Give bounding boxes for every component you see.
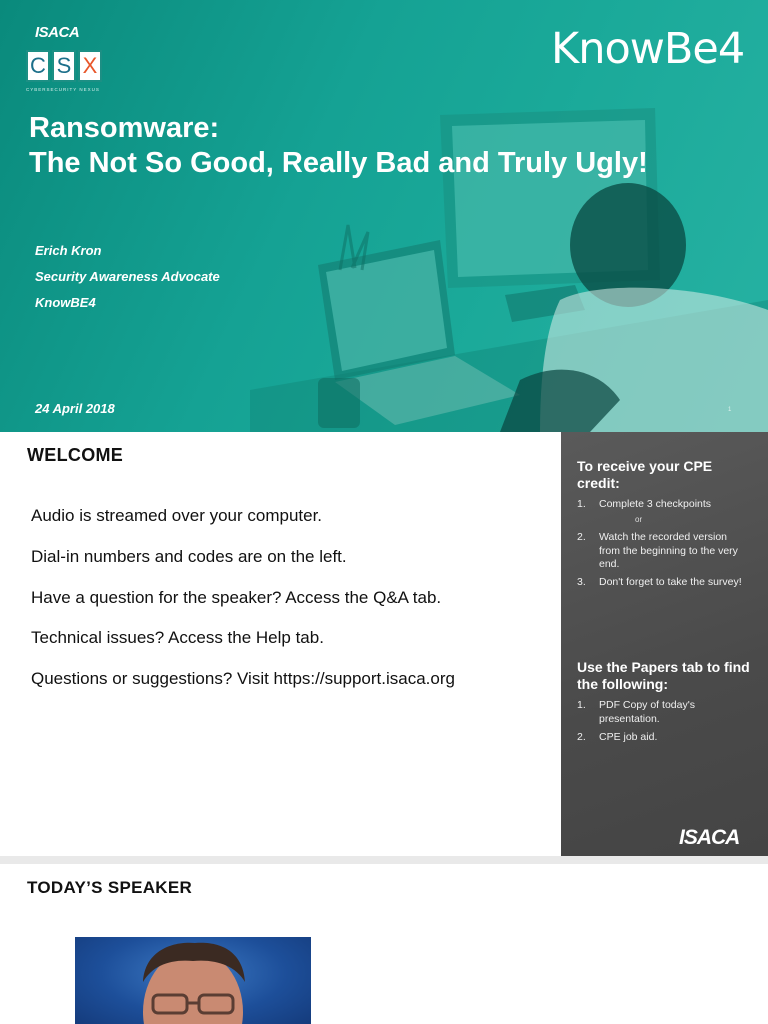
csx-letter-x: X: [78, 50, 102, 82]
cpe-info-panel: [561, 432, 768, 856]
papers-list-item: [577, 699, 747, 726]
or-separator: or: [635, 515, 643, 524]
csx-letter-s: S: [52, 50, 76, 82]
isaca-logo: ISACA: [679, 826, 740, 849]
title-slide: [0, 0, 768, 432]
title-line-1: Ransomware:: [29, 112, 220, 144]
csx-letter-c: C: [26, 50, 50, 82]
welcome-bullet: Questions or suggestions? Visit https://support.isaca.org: [31, 669, 455, 688]
isaca-logo: ISACA: [35, 24, 80, 41]
speaker-photo: [75, 937, 311, 1024]
papers-heading: Use the Papers tab to find the following:: [577, 659, 750, 692]
presenter-company: KnowBE4: [35, 295, 96, 310]
welcome-bullet: Have a question for the speaker? Access the Q&A tab.: [31, 588, 442, 607]
csx-logo: [26, 50, 104, 82]
list-number: 1.: [577, 699, 586, 711]
cpe-list-item: [577, 531, 747, 572]
list-number: 2.: [577, 731, 586, 743]
welcome-bullet: Audio is streamed over your computer.: [31, 506, 323, 525]
list-text: CPE job aid.: [599, 731, 658, 743]
page-number: 1: [728, 407, 732, 413]
speaker-slide: [0, 864, 768, 1024]
papers-list-item: [577, 731, 747, 745]
welcome-heading: WELCOME: [27, 445, 124, 465]
knowbe4-logo: KnowBe4: [551, 24, 745, 74]
list-text: Complete 3 checkpoints: [599, 498, 712, 510]
cpe-heading: To receive your CPE credit:: [577, 458, 713, 491]
speaker-portrait-illustration: [75, 937, 311, 1024]
welcome-bullet: Technical issues? Access the Help tab.: [31, 628, 324, 647]
presenter-name: Erich Kron: [35, 243, 102, 258]
speaker-heading: TODAY’S SPEAKER: [27, 878, 193, 897]
list-text: PDF Copy of today's presentation.: [599, 699, 695, 725]
list-text: Don't forget to take the survey!: [599, 576, 742, 588]
title-line-2: The Not So Good, Really Bad and Truly Ugly!: [29, 147, 648, 179]
welcome-slide: [0, 432, 768, 856]
list-number: 2.: [577, 531, 586, 543]
list-number: 1.: [577, 498, 586, 510]
cpe-list-item: [577, 498, 747, 512]
csx-subtitle: CYBERSECURITY NEXUS: [26, 87, 100, 92]
list-text: Watch the recorded version from the beginning to the very end.: [599, 531, 738, 570]
presenter-role: Security Awareness Advocate: [35, 269, 220, 284]
welcome-bullet: Dial-in numbers and codes are on the left.: [31, 547, 347, 566]
slide-title: [29, 111, 648, 181]
cpe-list-item: [577, 576, 747, 590]
presentation-date: 24 April 2018: [35, 401, 115, 416]
list-number: 3.: [577, 576, 586, 588]
